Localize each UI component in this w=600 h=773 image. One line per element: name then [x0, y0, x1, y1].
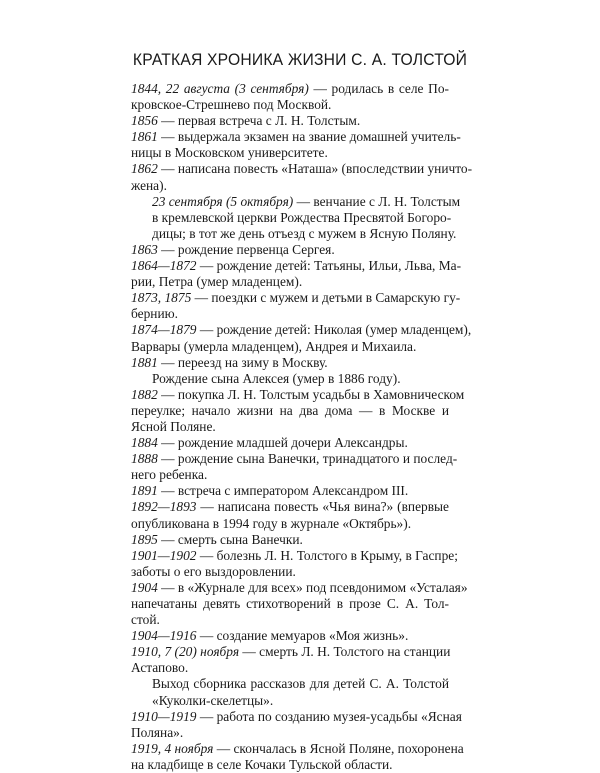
entry-text: Рождение сына Алексея (умер в 1886 году). [152, 370, 401, 386]
entry-line [131, 113, 449, 129]
entry-line [131, 129, 461, 145]
entry-line [131, 757, 449, 773]
entry-text: — рождение сына Ванечки, тринадцатого и послед- [157, 451, 458, 467]
chronicle-entry [131, 193, 461, 242]
entry-text: — покупка Л. Н. Толстым усадьбы в Хамовническом [157, 386, 465, 402]
entry-date: 1863 [131, 241, 158, 257]
entry-date: 23 сентября (5 октября) [152, 193, 294, 209]
entry-line [131, 242, 449, 258]
entry-line [131, 371, 449, 387]
entry-text: бернию. [131, 306, 178, 322]
entry-text: рии, Петра (умер младенцем). [131, 274, 303, 290]
entry-text: — рождение детей: Николая (умер младенцем), [196, 322, 472, 338]
entry-text: Астапово. [131, 660, 189, 676]
entry-text: Поляна». [131, 724, 184, 740]
entry-line [131, 579, 468, 596]
entry-text: — первая встреча с Л. Н. Толстым. [157, 113, 361, 129]
entry-text: него ребенка. [131, 467, 208, 483]
chronicle-entry [131, 113, 449, 129]
chronicle-entry [131, 451, 458, 483]
entry-line [131, 628, 449, 644]
entry-text: — рождение детей: Татьяны, Ильи, Льва, Ма- [196, 258, 462, 274]
entry-date: 1882 [131, 386, 158, 402]
entry-text: — в «Журнале для всех» под псевдонимом «Усталая» [157, 579, 468, 595]
entry-line [131, 97, 449, 113]
chronicle-entry [131, 386, 465, 435]
entry-text: — встреча с императором Александром III. [157, 483, 409, 499]
entry-line [131, 339, 449, 355]
chronicle-entry [131, 708, 462, 741]
entry-line [131, 274, 449, 290]
entry-line [131, 467, 449, 483]
entry-line [131, 386, 465, 403]
entry-text: — венчание с Л. Н. Толстым [293, 193, 461, 209]
entry-text: — написана повесть «Наташа» (впоследствии уничто- [157, 161, 473, 177]
entry-text: напечатаны девять стихотворений в прозе С. А. Тол- [131, 596, 449, 611]
entry-date: 1910, 7 (20) ноября [131, 644, 240, 660]
entry-line [131, 209, 452, 226]
entry-line [131, 564, 449, 580]
entry-date: 1861 [131, 129, 158, 145]
chronicle-entry [131, 355, 449, 387]
chronicle-entry [131, 499, 449, 531]
entry-line [131, 660, 449, 676]
chronicle-entry [131, 258, 462, 290]
entry-line [131, 258, 462, 274]
chronicle-entry [131, 644, 449, 708]
entry-line [131, 290, 461, 306]
chronicle-list [131, 81, 473, 773]
entry-date: 1910—1919 [131, 708, 197, 724]
entry-text: Варвары (умерла младенцем), Андрея и Михаила. [131, 338, 417, 354]
entry-line [131, 596, 449, 612]
entry-text: на кладбище в селе Кочаки Тульской области. [131, 756, 393, 772]
entry-text: ницы в Московском университете. [131, 145, 328, 161]
entry-line [131, 532, 449, 548]
entry-line [131, 499, 449, 515]
entry-date: 1919, 4 ноября [131, 740, 214, 756]
entry-date: 1864—1872 [131, 258, 197, 274]
entry-line [131, 193, 461, 210]
chronicle-entry [131, 290, 461, 322]
page-title: КРАТКАЯ ХРОНИКА ЖИЗНИ С. А. ТОЛСТОЙ [132, 51, 468, 70]
entry-line [131, 435, 449, 451]
chronicle-entry [131, 81, 449, 113]
entry-text: заботы о его выздоровлении. [131, 563, 296, 579]
entry-line [131, 547, 458, 564]
entry-text: — поездки с мужем и детьми в Самарскую гу- [191, 290, 461, 306]
entry-line [131, 145, 449, 161]
entry-text: — выдержала экзамен на звание домашней учитель- [157, 129, 461, 145]
entry-text: — переезд на зиму в Москву. [157, 354, 328, 370]
entry-date: 1888 [131, 451, 158, 467]
chronicle-entry [131, 242, 449, 258]
entry-date: 1873, 1875 [131, 290, 192, 306]
entry-text: — написана повесть «Чья вина?» (впервые [196, 499, 449, 515]
entry-date: 1862 [131, 161, 158, 177]
entry-line [131, 178, 449, 194]
entry-text: — работа по созданию музея-усадьбы «Ясная [196, 708, 462, 724]
entry-line [131, 708, 462, 725]
entry-date: 1892—1893 [131, 499, 197, 515]
entry-text: — смерть сына Ванечки. [157, 531, 303, 547]
entry-text: дицы; в тот же день отъезд с мужем в Ясную Поляну. [152, 225, 457, 241]
entry-line [131, 419, 449, 435]
entry-date: 1874—1879 [131, 322, 197, 338]
entry-line [131, 740, 464, 757]
entry-line [131, 516, 449, 532]
entry-text: — рождение первенца Сергея. [157, 241, 335, 257]
entry-line [131, 612, 449, 628]
entry-line [131, 161, 473, 177]
entry-line [131, 355, 449, 371]
entry-line [131, 403, 449, 419]
entry-line [131, 451, 458, 467]
entry-date: 1891 [131, 483, 158, 499]
entry-text: Ясной Поляне. [131, 418, 216, 434]
entry-date: 1844, 22 августа (3 сентября) [131, 81, 309, 96]
entry-text: жена). [131, 177, 167, 193]
entry-date: 1856 [131, 113, 158, 129]
chronicle-entry [131, 628, 449, 644]
entry-text: стой. [131, 612, 160, 628]
chronicle-entry [131, 547, 458, 580]
chronicle-entry [131, 532, 449, 548]
chronicle-entry [131, 322, 472, 354]
chronicle-entry [131, 161, 473, 193]
chronicle-entry [131, 435, 449, 451]
entry-date: 1904 [131, 579, 158, 595]
entry-text: кровское-Стрешнево под Москвой. [131, 97, 332, 113]
entry-text: — родилась в селе По- [308, 81, 449, 96]
entry-text: переулке; начало жизни на два дома — в Москве и [131, 402, 449, 418]
entry-line [131, 81, 449, 97]
entry-text: опубликована в 1994 году в журнале «Октябрь»). [131, 515, 412, 531]
entry-line [131, 725, 449, 741]
entry-line [131, 693, 449, 709]
chronicle-entry [131, 740, 464, 773]
entry-text: — рождение младшей дочери Александры. [157, 435, 408, 451]
entry-date: 1901—1902 [131, 547, 197, 563]
entry-text: Выход сборника рассказов для детей С. А. Толстой [152, 676, 449, 692]
entry-date: 1904—1916 [131, 628, 197, 644]
chronicle-entry [131, 579, 468, 628]
entry-date: 1881 [131, 354, 158, 370]
entry-line [131, 644, 449, 660]
chronicle-entry [131, 483, 449, 499]
entry-text: «Куколки-скелетцы». [152, 692, 274, 708]
entry-line [131, 676, 449, 692]
entry-line [131, 306, 449, 322]
entry-text: в кремлевской церкви Рождества Пресвятой Богоро- [152, 209, 452, 225]
entry-text: — скончалась в Ясной Поляне, похоронена [213, 740, 464, 756]
chronicle-entry [131, 129, 461, 161]
entry-text: — создание мемуаров «Моя жизнь». [196, 628, 409, 644]
entry-date: 1884 [131, 435, 158, 451]
entry-text: — болезнь Л. Н. Толстого в Крыму, в Гаспре; [196, 547, 458, 563]
entry-line [131, 225, 457, 242]
entry-line [131, 483, 449, 499]
entry-text: — смерть Л. Н. Толстого на станции [239, 644, 451, 660]
entry-date: 1895 [131, 531, 158, 547]
entry-line [131, 322, 472, 338]
